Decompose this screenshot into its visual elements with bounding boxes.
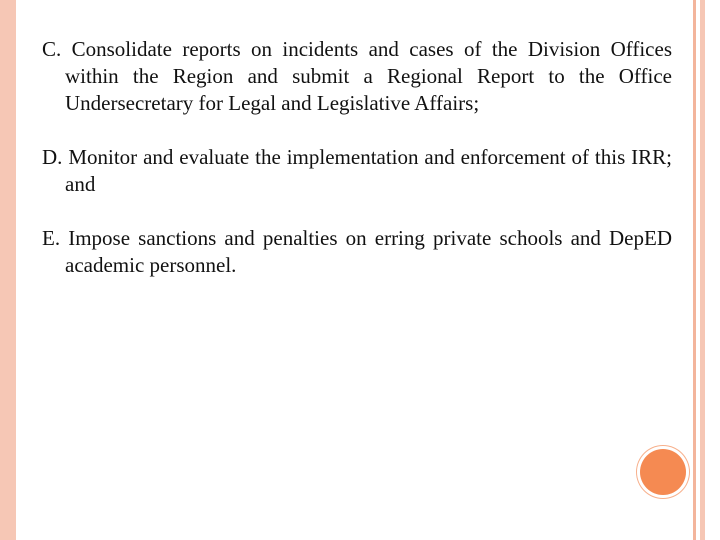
list-item-d: D. Monitor and evaluate the implementation and enforcement of this IRR; and — [42, 145, 672, 196]
list-item-e: E. Impose sanctions and penalties on erring private schools and DepED academic personnel. — [42, 226, 672, 277]
list-item-c: C. Consolidate reports on incidents and cases of the Division Offices within the Region and submit a Regional Report to the Office Undersecretary for Legal and Legislative Affairs; — [42, 37, 672, 115]
right-decorative-line — [693, 0, 696, 540]
right-decorative-border — [700, 0, 705, 540]
circle-ornament-icon — [640, 449, 686, 495]
left-decorative-border — [0, 0, 16, 540]
slide-body — [42, 36, 672, 306]
